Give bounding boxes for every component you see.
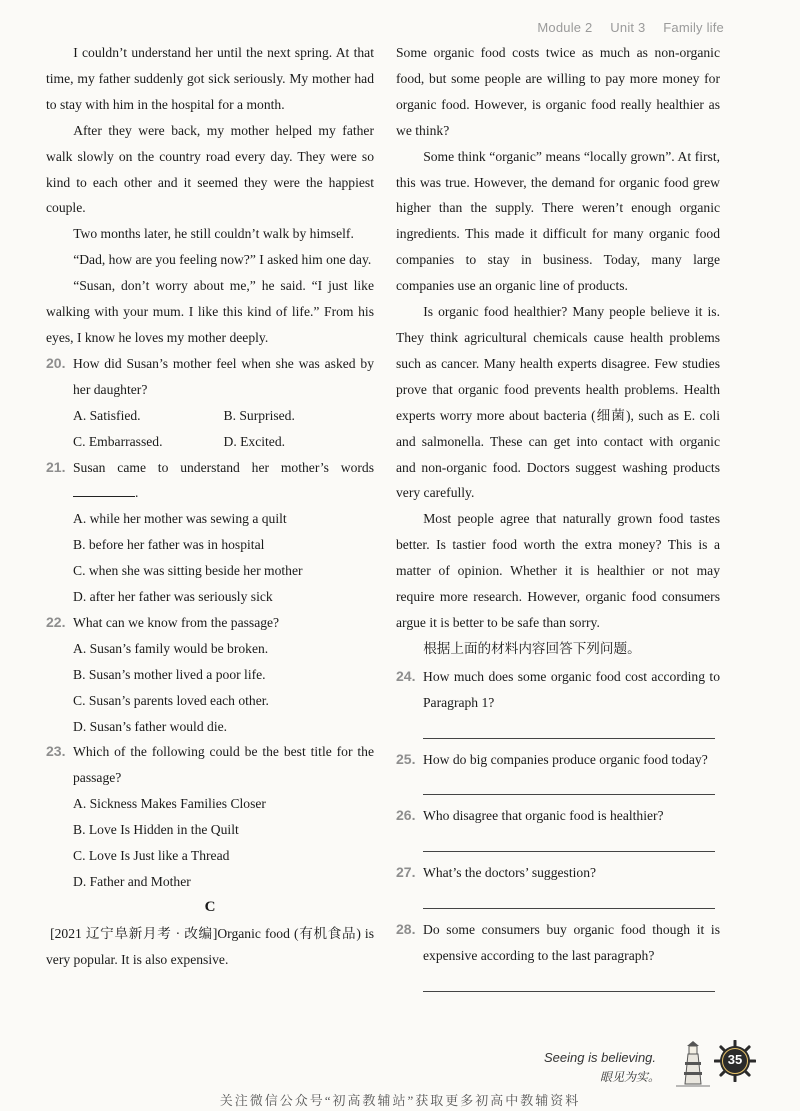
- question-27: [396, 860, 720, 886]
- question-number: 22.: [46, 613, 66, 630]
- option-b[interactable]: B. Susan’s mother lived a poor life.: [73, 666, 266, 682]
- question-text: Who disagree that organic food is healthier?: [423, 808, 664, 824]
- question-number: 28.: [396, 921, 416, 938]
- options-22: [46, 636, 374, 740]
- article-paragraph: Some organic food costs twice as much as non-organic food, but some people are willing to pay more money for organic food. However, is organic food really healthier as we think?: [396, 45, 720, 138]
- question-23: [46, 739, 374, 791]
- story-paragraph: “Susan, don’t worry about me,” he said. “I just like walking with your mum. I like this kind of life.” From his eyes, I know he loves my mother deeply.: [46, 278, 374, 345]
- option-a[interactable]: A. Sickness Makes Families Closer: [73, 796, 266, 812]
- question-number: 25.: [396, 750, 416, 767]
- answer-line[interactable]: [423, 886, 715, 909]
- story-paragraph: “Dad, how are you feeling now?” I asked him one day.: [73, 252, 372, 268]
- question-22: [46, 610, 374, 636]
- option-c[interactable]: C. Embarrassed.: [73, 433, 163, 449]
- story-paragraph: Two months later, he still couldn’t walk by himself.: [73, 226, 354, 242]
- article-paragraph: Some think “organic” means “locally grown”. At first, this was true. However, the demand for organic food grew higher than the supply. There weren’t enough organic ingredients. This made it difficult for many organic food companies to stay in business. Today, many large companies use an organic line of products.: [396, 148, 720, 294]
- option-d[interactable]: D. Excited.: [223, 433, 286, 449]
- option-d[interactable]: D. after her father was seriously sick: [73, 589, 273, 605]
- option-a[interactable]: A. Satisfied.: [73, 407, 141, 423]
- question-24: [396, 664, 720, 716]
- question-text: Which of the following could be the best title for the passage?: [73, 744, 374, 786]
- motto-chinese: 眼见为实。: [600, 1070, 661, 1084]
- options-20: [46, 403, 374, 455]
- question-number: 27.: [396, 864, 416, 881]
- question-number: 23.: [46, 743, 66, 760]
- option-b[interactable]: B. Love Is Hidden in the Quilt: [73, 822, 239, 838]
- page-number: 35: [727, 1052, 743, 1067]
- question-21: [46, 455, 374, 507]
- instruction: 根据上面的材料内容回答下列问题。: [423, 640, 641, 656]
- options-23: [46, 791, 374, 895]
- question-text: What’s the doctors’ suggestion?: [423, 865, 597, 881]
- section-heading: C: [204, 898, 216, 915]
- question-text: How much does some organic food cost according to Paragraph 1?: [423, 668, 720, 710]
- option-c[interactable]: C. when she was sitting beside her mother: [73, 563, 303, 579]
- options-21: [46, 506, 374, 610]
- article-paragraph: Most people agree that naturally grown food tastes better. Is tastier food worth the extra money? This is a matter of opinion. Whether it is healthier or not may require more research. However, organic food consumers argue it is better to be safe than sorry.: [396, 511, 720, 630]
- header-module: Module 2: [537, 20, 593, 35]
- question-25: [396, 747, 720, 773]
- source-tag: [2021 辽宁阜新月考 · 改编]: [50, 925, 218, 941]
- article-paragraph: Is organic food healthier? Many people believe it is. They think agricultural chemicals cause health problems such as cancer. Many health experts disagree. Few studies prove that organic food prevents health problems. Health experts worry more about bacteria (细菌), such as E. coli and salmonella. These can get into contact with organic and non-organic food. Doctors suggest washing products very carefully.: [396, 304, 720, 501]
- answer-line[interactable]: [423, 772, 715, 795]
- header-topic: Family life: [663, 20, 724, 35]
- question-number: 21.: [46, 458, 66, 475]
- bottom-notice: 关注微信公众号“初高教辅站”获取更多初高中教辅资料: [219, 1093, 581, 1108]
- answer-line[interactable]: [423, 829, 715, 852]
- option-b[interactable]: B. Surprised.: [223, 407, 295, 423]
- question-text: How did Susan’s mother feel when she was asked by her daughter?: [73, 355, 374, 397]
- question-20: [46, 351, 374, 403]
- question-number: 20.: [46, 354, 66, 371]
- question-text: What can we know from the passage?: [73, 614, 280, 630]
- question-number: 24.: [396, 667, 416, 684]
- story-paragraph: I couldn’t understand her until the next spring. At that time, my father suddenly got sick seriously. My mother had to stay with him in the hospital for a month.: [46, 45, 374, 112]
- story-paragraph: After they were back, my mother helped my father walk slowly on the country road every day. They were so kind to each other and it seemed they were the happiest couple.: [46, 122, 374, 216]
- question-text: How do big companies produce organic food today?: [423, 751, 708, 767]
- option-a[interactable]: A. Susan’s family would be broken.: [73, 640, 269, 656]
- question-26: [396, 803, 720, 829]
- option-d[interactable]: D. Susan’s father would die.: [73, 718, 228, 734]
- question-text: Susan came to understand her mother’s words: [73, 459, 374, 475]
- option-a[interactable]: A. while her mother was sewing a quilt: [73, 511, 287, 527]
- motto-english: Seeing is believing.: [544, 1050, 657, 1065]
- question-number: 26.: [396, 807, 416, 824]
- question-text: Do some consumers buy organic food though it is expensive according to the last paragraph?: [423, 922, 720, 964]
- answer-line[interactable]: [423, 716, 715, 739]
- running-header: [537, 20, 724, 35]
- option-c[interactable]: C. Love Is Just like a Thread: [73, 848, 230, 864]
- right-column: [396, 40, 720, 992]
- question-28: [396, 917, 720, 969]
- lighthouse-icon: [676, 1040, 710, 1088]
- answer-line[interactable]: [423, 969, 715, 992]
- option-d[interactable]: D. Father and Mother: [73, 874, 191, 889]
- header-unit: Unit 3: [610, 20, 646, 35]
- left-column: [46, 40, 374, 973]
- option-c[interactable]: C. Susan’s parents loved each other.: [73, 692, 269, 708]
- section-intro: [46, 921, 374, 973]
- blank-line[interactable]: .: [73, 480, 374, 506]
- option-b[interactable]: B. before her father was in hospital: [73, 537, 265, 553]
- intro-text: Organic food (有机食品) is very popular. It is also expensive.: [46, 925, 374, 967]
